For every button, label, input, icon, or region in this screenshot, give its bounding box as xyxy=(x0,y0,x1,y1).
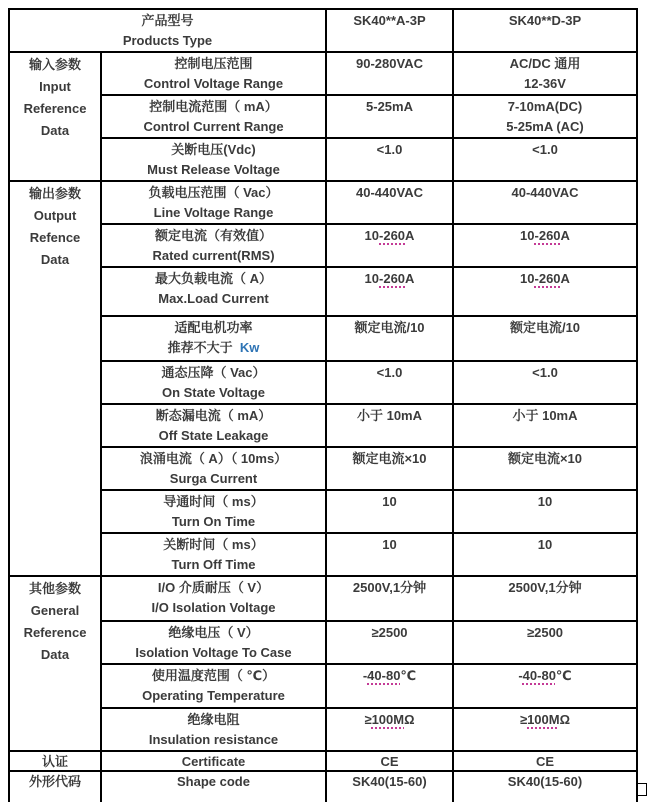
cell-line: <1.0 xyxy=(376,142,403,157)
cell-line: 输出参数 xyxy=(28,186,81,201)
cell-line: 2500V,1分钟 xyxy=(352,580,427,595)
spellcheck-marked-text: 100M xyxy=(527,712,560,727)
cell-line: SK40**D-3P xyxy=(508,13,582,28)
cell-line: 通态压降（ Vac） xyxy=(161,365,266,380)
accent-text: Kw xyxy=(239,340,260,355)
cell-line: Turn Off Time xyxy=(171,557,256,572)
value-cell-d xyxy=(453,447,637,490)
cell-line: I/O 介质耐压（ V） xyxy=(157,580,270,595)
cell-line: 10 xyxy=(382,494,397,509)
cell-line: Line Voltage Range xyxy=(153,205,274,220)
text-segment: - xyxy=(362,668,368,683)
value-cell-d xyxy=(453,181,637,224)
cell-line: Max.Load Current xyxy=(158,291,269,306)
parameter-cell xyxy=(101,361,326,404)
cell-line: 绝缘电压（ V） xyxy=(168,625,259,640)
cell-line: SK40(15-60) xyxy=(507,774,583,789)
parameter-cell xyxy=(101,267,326,316)
table-row xyxy=(9,490,637,533)
parameter-cell xyxy=(101,52,326,95)
cell-line: 10 xyxy=(537,494,553,509)
cell-line: 40-440VAC xyxy=(356,185,423,200)
value-cell-d xyxy=(453,361,637,404)
cell-line xyxy=(457,710,633,730)
cell-line xyxy=(330,710,449,730)
cell-line: 额定电流×10 xyxy=(352,451,427,466)
value-cell-a xyxy=(326,267,453,316)
cell-line: Isolation Voltage To Case xyxy=(135,645,292,660)
spellcheck-marked-text: -260 xyxy=(379,228,406,243)
cell-line: Data xyxy=(40,123,70,138)
cell-line: Control Voltage Range xyxy=(143,76,284,91)
parameter-cell xyxy=(101,447,326,490)
parameter-cell xyxy=(101,95,326,138)
text-segment: A xyxy=(560,228,570,243)
text-segment: 10 xyxy=(364,271,380,286)
cell-line: Off State Leakage xyxy=(158,428,269,443)
table-row xyxy=(9,576,637,621)
text-segment: A xyxy=(405,271,415,286)
cell-line: Reference xyxy=(23,101,87,116)
cell-line xyxy=(330,269,449,289)
cell-line: 负载电压范围（ Vac） xyxy=(148,185,279,200)
text-segment: Ω xyxy=(404,712,415,727)
category-cell xyxy=(9,181,101,576)
cell-line xyxy=(330,226,449,246)
cell-line: 额定电流/10 xyxy=(509,320,581,335)
cell-line: Input xyxy=(39,79,71,94)
value-cell-d xyxy=(453,224,637,267)
value-cell-d xyxy=(453,95,637,138)
table-row xyxy=(9,361,637,404)
cell-line: 控制电流范围（ mA） xyxy=(149,99,278,114)
cell-line: Refence xyxy=(29,230,81,245)
value-cell-a xyxy=(326,771,453,802)
cell-line: Data xyxy=(40,647,70,662)
parameter-cell xyxy=(101,708,326,751)
value-cell-d xyxy=(453,664,637,708)
value-cell-d xyxy=(453,751,637,771)
table-row xyxy=(9,404,637,447)
model-a-header-cell xyxy=(326,9,453,52)
spellcheck-marked-text: -260 xyxy=(534,271,561,286)
cell-line: 浪涌电流（ A）（ 10ms） xyxy=(139,451,288,466)
parameter-cell xyxy=(101,533,326,576)
value-cell-d xyxy=(453,771,637,802)
cell-line: 绝缘电阻 xyxy=(187,712,240,727)
cell-line: 其他参数 xyxy=(28,581,81,596)
cell-line: ≥2500 xyxy=(526,625,564,640)
cell-line xyxy=(105,338,322,358)
value-cell-a xyxy=(326,95,453,138)
parameter-cell xyxy=(101,224,326,267)
value-cell-a xyxy=(326,751,453,771)
text-segment: A xyxy=(560,271,570,286)
text-segment: 推荐不大于 xyxy=(167,340,240,355)
value-cell-d xyxy=(453,708,637,751)
text-segment: - xyxy=(518,668,523,683)
cell-line: I/O Isolation Voltage xyxy=(151,600,276,615)
value-cell-a xyxy=(326,708,453,751)
spellcheck-marked-text: 100M xyxy=(371,712,405,727)
cell-line: 外形代码 xyxy=(28,774,81,789)
value-cell-d xyxy=(453,267,637,316)
cell-line: 关断时间（ ms） xyxy=(163,537,264,552)
cell-line: AC/DC 通用 xyxy=(509,56,581,71)
cell-line: ≥2500 xyxy=(371,625,408,640)
cell-line: SK40**A-3P xyxy=(353,13,426,28)
cell-line: 10 xyxy=(537,537,553,552)
cell-line: Data xyxy=(40,252,70,267)
parameter-cell xyxy=(101,490,326,533)
spec-table-body xyxy=(9,9,637,802)
cell-line xyxy=(330,666,449,686)
value-cell-a xyxy=(326,404,453,447)
parameter-cell xyxy=(101,771,326,802)
category-cell xyxy=(9,771,101,802)
cell-line xyxy=(457,269,633,289)
value-cell-a xyxy=(326,490,453,533)
text-segment: ≥ xyxy=(364,712,372,727)
value-cell-a xyxy=(326,664,453,708)
cell-line: 使用温度范围（ ℃） xyxy=(151,668,276,683)
cell-line: 额定电流×10 xyxy=(507,451,583,466)
table-row xyxy=(9,708,637,751)
cell-line: 5-25mA (AC) xyxy=(506,119,584,134)
cell-line: CE xyxy=(535,754,555,769)
table-row xyxy=(9,447,637,490)
parameter-cell xyxy=(101,404,326,447)
cell-line: 小于 10mA xyxy=(356,408,423,423)
value-cell-d xyxy=(453,138,637,181)
value-cell-a xyxy=(326,316,453,361)
text-segment: 10 xyxy=(364,228,380,243)
cell-line: 认证 xyxy=(41,754,68,769)
table-row xyxy=(9,316,637,361)
table-row xyxy=(9,771,637,802)
value-cell-a xyxy=(326,361,453,404)
products-type-header-cell xyxy=(9,9,326,52)
text-segment: ≥ xyxy=(519,712,528,727)
cell-line: Operating Temperature xyxy=(142,688,285,703)
cell-line: 控制电压范围 xyxy=(174,56,253,71)
table-row xyxy=(9,95,637,138)
value-cell-d xyxy=(453,533,637,576)
table-row xyxy=(9,52,637,95)
cell-line: 12-36V xyxy=(524,76,566,91)
table-row xyxy=(9,138,637,181)
cell-line: 关断电压(Vdc) xyxy=(171,142,256,157)
spellcheck-marked-text: -260 xyxy=(534,228,561,243)
cell-line: Insulation resistance xyxy=(148,732,279,747)
cell-line: 额定电流/10 xyxy=(354,320,425,335)
value-cell-d xyxy=(453,621,637,664)
table-row xyxy=(9,664,637,708)
cell-line: 7-10mA(DC) xyxy=(507,99,583,114)
header-row xyxy=(9,9,637,52)
table-row xyxy=(9,621,637,664)
cell-line: 最大负载电流（ A） xyxy=(154,271,272,286)
cell-line: Control Current Range xyxy=(143,119,284,134)
value-cell-d xyxy=(453,404,637,447)
parameter-cell xyxy=(101,576,326,621)
cell-line: General xyxy=(30,603,80,618)
category-cell xyxy=(9,576,101,751)
value-cell-a xyxy=(326,138,453,181)
cell-line: 5-25mA xyxy=(366,99,413,114)
value-cell-a xyxy=(326,621,453,664)
text-segment: ℃ xyxy=(555,668,572,683)
spellcheck-marked-text: -260 xyxy=(379,271,406,286)
table-row xyxy=(9,533,637,576)
text-segment: Ω xyxy=(559,712,571,727)
cell-line: Certificate xyxy=(181,754,246,769)
cell-line xyxy=(457,666,633,686)
value-cell-d xyxy=(453,576,637,621)
cell-line: 产品型号 xyxy=(141,13,194,28)
value-cell-a xyxy=(326,447,453,490)
cell-line: Shape code xyxy=(177,774,250,789)
table-row xyxy=(9,181,637,224)
parameter-cell xyxy=(101,181,326,224)
cell-line: Reference xyxy=(23,625,87,640)
spec-table xyxy=(8,8,638,802)
category-cell xyxy=(9,52,101,181)
parameter-cell xyxy=(101,751,326,771)
cell-line: Output xyxy=(33,208,77,223)
cell-line: Must Release Voltage xyxy=(147,162,280,177)
cell-line: 适配电机功率 xyxy=(174,320,253,335)
cell-line: SK40(15-60) xyxy=(352,774,427,789)
table-row xyxy=(9,751,637,771)
value-cell-a xyxy=(326,576,453,621)
cell-line: <1.0 xyxy=(532,365,558,380)
parameter-cell xyxy=(101,621,326,664)
value-cell-a xyxy=(326,533,453,576)
table-row xyxy=(9,224,637,267)
value-cell-d xyxy=(453,52,637,95)
cell-line: 输入参数 xyxy=(28,57,81,72)
cell-line: 导通时间（ ms） xyxy=(163,494,264,509)
cell-line: 10 xyxy=(382,537,397,552)
spellcheck-marked-text: 40-80 xyxy=(522,668,556,683)
text-segment: 10 xyxy=(520,228,535,243)
text-cursor xyxy=(637,783,647,796)
cell-line: Products Type xyxy=(122,33,213,48)
value-cell-d xyxy=(453,316,637,361)
parameter-cell xyxy=(101,316,326,361)
cell-line: On State Voltage xyxy=(161,385,266,400)
parameter-cell xyxy=(101,664,326,708)
parameter-cell xyxy=(101,138,326,181)
value-cell-a xyxy=(326,52,453,95)
value-cell-a xyxy=(326,181,453,224)
cell-line: <1.0 xyxy=(532,142,558,157)
text-segment: 10 xyxy=(520,271,535,286)
cell-line: Rated current(RMS) xyxy=(152,248,275,263)
cell-line: Surga Current xyxy=(169,471,258,486)
text-segment: ℃ xyxy=(400,668,417,683)
cell-line: 小于 10mA xyxy=(512,408,578,423)
cell-line xyxy=(457,226,633,246)
cell-line: 额定电流（有效值） xyxy=(154,228,272,243)
cell-line: <1.0 xyxy=(376,365,403,380)
cell-line: 40-440VAC xyxy=(511,185,579,200)
spellcheck-marked-text: 40-80 xyxy=(367,668,401,683)
model-d-header-cell xyxy=(453,9,637,52)
category-cell xyxy=(9,751,101,771)
cell-line: CE xyxy=(380,754,399,769)
text-segment: A xyxy=(405,228,415,243)
value-cell-d xyxy=(453,490,637,533)
table-row xyxy=(9,267,637,316)
cell-line: 90-280VAC xyxy=(356,56,423,71)
value-cell-a xyxy=(326,224,453,267)
cell-line: 2500V,1分钟 xyxy=(508,580,582,595)
cell-line: 断态漏电流（ mA） xyxy=(155,408,272,423)
cell-line: Turn On Time xyxy=(171,514,256,529)
